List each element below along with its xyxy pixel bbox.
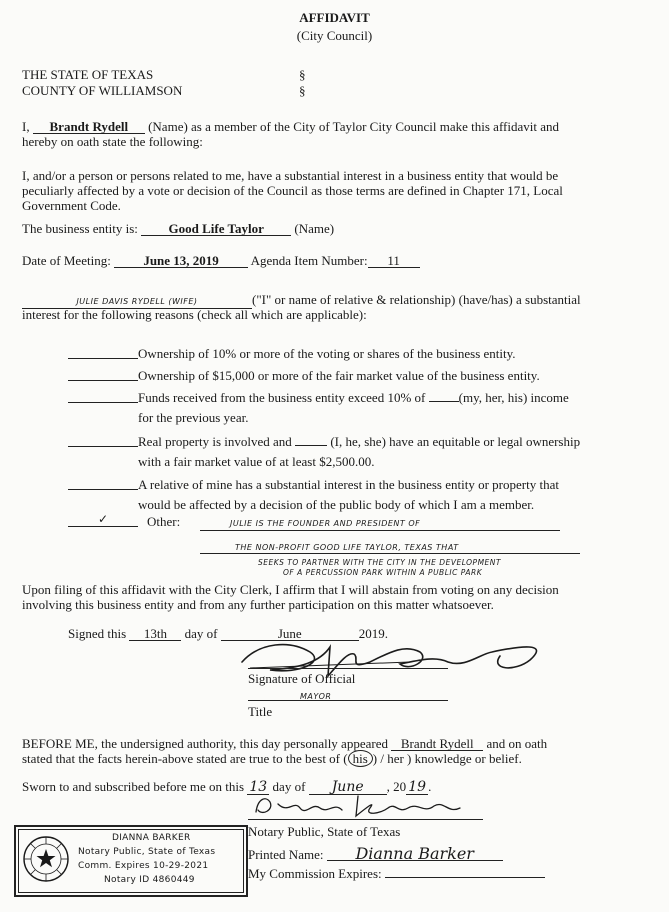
before-me-line-1 — [22, 736, 547, 751]
before-me-text-c: stated that the facts herein-above stated are true to the best of ( — [22, 751, 348, 766]
document-title: AFFIDAVIT — [299, 10, 370, 25]
section-mark-2: § — [299, 83, 306, 98]
agenda-label: Agenda Item Number: — [250, 253, 368, 268]
entity-label: The business entity is: — [22, 221, 138, 236]
notary-stamp — [14, 825, 248, 897]
reason-4-line-2: with a fair market value of at least $2,500.00. — [138, 454, 375, 469]
signed-day-of: day of — [184, 626, 218, 641]
meeting-row — [22, 253, 420, 268]
official-name: Brandt Rydell — [33, 120, 145, 134]
signed-year: 2019. — [358, 626, 389, 641]
stamp-name: DIANNA BARKER — [112, 833, 191, 843]
commission-blank — [385, 877, 545, 878]
reason-4-blank — [295, 445, 327, 446]
venue-county: COUNTY OF WILLIAMSON — [22, 83, 183, 98]
abstain-line-2: involving this business entity and from any further participation on this matter whatsoever. — [22, 597, 494, 612]
appeared-name: Brandt Rydell — [391, 737, 483, 751]
reason-4-text-a: Real property is involved and — [138, 434, 292, 449]
reason-4-checkbox — [68, 446, 138, 447]
reason-2-checkbox — [68, 380, 138, 381]
stamp-line-2: Comm. Expires 10-29-2021 — [78, 861, 209, 871]
reason-3-line-2: for the previous year. — [138, 410, 249, 425]
before-me-text-a: BEFORE ME, the undersigned authority, this day personally appeared — [22, 736, 388, 751]
interest-line-2: peculiarly affected by a vote or decision of the Council as those terms are defined in Chapter 171, Local — [22, 183, 563, 198]
section-mark-1: § — [299, 67, 306, 82]
interest-line-1: I, and/or a person or persons related to me, have a substantial interest in a business entity that would be — [22, 168, 559, 183]
reason-5-line-2: would be affected by a decision of the public body of which I am a member. — [138, 497, 535, 512]
commission-label: My Commission Expires: — [248, 866, 382, 881]
check-mark-icon: ✓ — [98, 512, 109, 526]
printed-name-row — [248, 844, 503, 863]
other-line-1: JULIE IS THE FOUNDER AND PRESIDENT OF — [230, 519, 421, 528]
venue-state: THE STATE OF TEXAS — [22, 67, 154, 82]
reason-3 — [138, 390, 569, 405]
printed-name-value: Dianna Barker — [327, 847, 503, 861]
signature-rule — [248, 668, 448, 669]
interest-line-3: Government Code. — [22, 198, 121, 213]
entity-row — [22, 221, 334, 236]
other-rule-1 — [200, 530, 560, 531]
before-me-text-d: ) / her ) knowledge or belief. — [372, 751, 522, 766]
reason-3-text-a: Funds received from the business entity exceed 10% of — [138, 390, 426, 405]
meeting-date: June 13, 2019 — [114, 254, 248, 268]
notary-seal-icon — [22, 835, 70, 883]
notary-public-label: Notary Public, State of Texas — [248, 824, 401, 839]
meeting-label: Date of Meeting: — [22, 253, 111, 268]
reason-4-text-b: (I, he, she) have an equitable or legal ownership — [330, 434, 581, 449]
entity-suffix: (Name) — [294, 221, 335, 236]
title-label: Title — [248, 704, 273, 719]
printed-name-label: Printed Name: — [248, 847, 324, 862]
entity-value: Good Life Taylor — [141, 222, 291, 236]
signed-label: Signed this — [68, 626, 127, 641]
sworn-year-prefix: , 20 — [386, 779, 407, 794]
other-line-3: SEEKS TO PARTNER WITH THE CITY IN THE DEVELOPMENT — [258, 558, 501, 567]
reason-1-checkbox — [68, 358, 138, 359]
signed-month: June — [221, 627, 359, 641]
reason-2: Ownership of $15,000 or more of the fair market value of the business entity. — [138, 368, 540, 383]
other-line-2: THE NON-PROFIT GOOD LIFE TAYLOR, TEXAS THAT — [235, 543, 459, 552]
reason-3-blank — [429, 401, 459, 402]
other-line-4: OF A PERCUSSION PARK WITHIN A PUBLIC PARK — [283, 568, 483, 577]
intro-prefix: I, — [22, 119, 30, 134]
sworn-month: June — [309, 781, 387, 795]
commission-row — [248, 866, 545, 881]
sworn-day: 13 — [247, 781, 269, 795]
agenda-value: 11 — [368, 254, 420, 268]
abstain-line-1: Upon filing of this affidavit with the City Clerk, I affirm that I will abstain from voting on any decision — [22, 582, 559, 597]
stamp-line-3: Notary ID 4860449 — [104, 875, 195, 885]
other-label: Other: — [147, 514, 181, 529]
sworn-period: . — [428, 779, 432, 794]
title-value: MAYOR — [300, 692, 332, 701]
signature-label: Signature of Official — [248, 671, 356, 686]
reason-4 — [138, 434, 580, 449]
reason-5-checkbox — [68, 489, 138, 490]
intro-line-2: hereby on oath state the following: — [22, 134, 203, 149]
title-rule — [248, 700, 448, 701]
intro-suffix: (Name) as a member of the City of Taylor City Council make this affidavit and — [148, 119, 559, 134]
relative-suffix: ("I" or name of relative & relationship) (have/has) a substantial — [252, 292, 581, 307]
reason-5: A relative of mine has a substantial interest in the business entity or property that — [138, 477, 559, 492]
intro-line-1 — [22, 119, 559, 134]
relative-line-2: interest for the following reasons (check all which are applicable): — [22, 307, 367, 322]
other-rule-2 — [200, 553, 580, 554]
stamp-line-1: Notary Public, State of Texas — [78, 847, 216, 857]
sworn-label: Sworn to and subscribed before me on this — [22, 779, 245, 794]
relative-handwritten: JULIE DAVIS RYDELL (WIFE) — [22, 295, 252, 309]
his-circled: his — [348, 750, 373, 767]
reason-3-text-b: (my, her, his) income — [458, 390, 569, 405]
sworn-day-of: day of — [272, 779, 306, 794]
before-me-line-2 — [22, 751, 522, 766]
document-subtitle: (City Council) — [296, 28, 373, 43]
reason-1: Ownership of 10% or more of the voting or shares of the business entity. — [138, 346, 516, 361]
signed-day: 13th — [129, 627, 181, 641]
notary-rule — [248, 819, 483, 820]
notary-signature — [248, 790, 498, 822]
before-me-text-b: and on oath — [486, 736, 548, 751]
reason-3-checkbox — [68, 402, 138, 403]
sworn-year: 19 — [406, 781, 428, 795]
